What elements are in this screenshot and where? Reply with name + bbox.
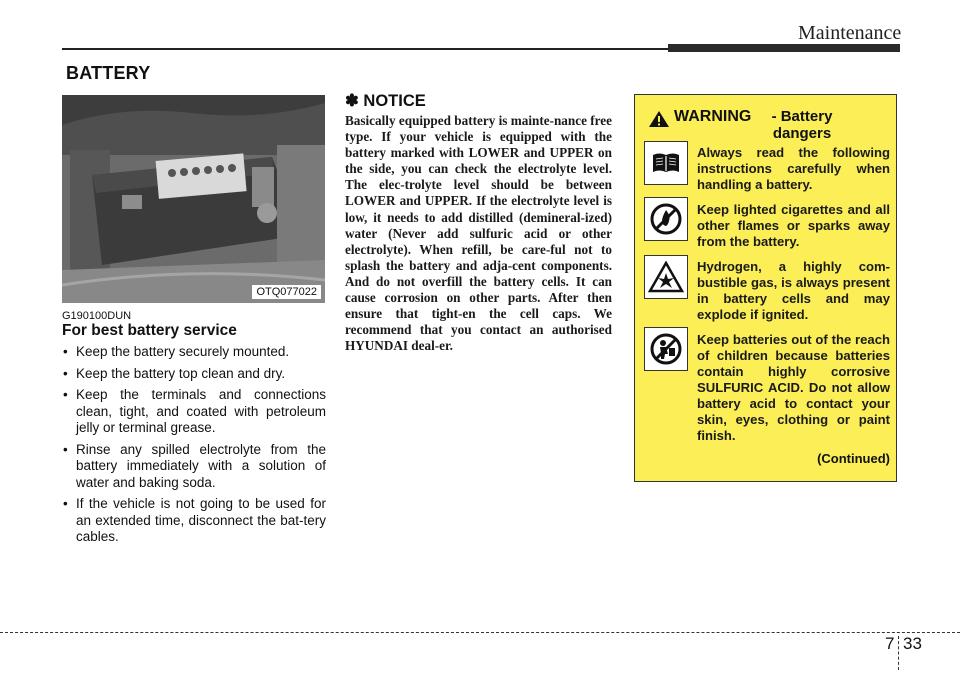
list-item: • Keep the battery top clean and dry.	[62, 366, 326, 383]
list-item: • Rinse any spilled electrolyte from the battery immediately with a solution of water and baking soda.	[62, 442, 326, 492]
section-header: Maintenance	[798, 22, 902, 44]
battery-photo	[62, 95, 325, 303]
photo-code: OTQ077022	[252, 285, 321, 299]
section-subtitle: For best battery service	[62, 322, 237, 339]
page-number-divider	[898, 636, 899, 670]
list-item: • Keep the terminals and connections clean, tight, and coated with petroleum jelly or terminal grease.	[62, 387, 326, 437]
battery-illustration	[62, 95, 325, 303]
keep-away-children-icon	[644, 327, 688, 371]
notice-label: NOTICE	[363, 92, 426, 110]
reference-code: G190100DUN	[62, 310, 132, 322]
warning-subtitle: - Battery dangers	[771, 108, 833, 142]
warning-item-text: Hydrogen, a highly com-bustible gas, is always present in battery cells and may explode if ignited.	[697, 259, 890, 322]
list-item: • If the vehicle is not going to be used for an extended time, disconnect the bat-tery cables.	[62, 496, 326, 546]
warning-triangle-icon	[648, 110, 670, 128]
notice-title	[345, 91, 426, 111]
warning-item-text: Keep batteries out of the reach of children because batteries contain highly corrosive SULFURIC ACID. Do not allow battery acid to contact your skin, eyes, clothing or paint finish.	[697, 332, 890, 443]
book-icon	[644, 141, 688, 185]
footer-rule	[0, 632, 960, 633]
header-rule-accent	[668, 44, 900, 52]
explosion-icon	[644, 255, 688, 299]
chapter-number: 7	[885, 634, 895, 653]
continued-label: (Continued)	[817, 451, 890, 466]
list-item: • Keep the battery securely mounted.	[62, 344, 326, 361]
warning-item-text: Always read the following instructions carefully when handling a battery.	[697, 145, 890, 192]
warning-label: WARNING	[674, 108, 752, 125]
warning-item-text: Keep lighted cigarettes and all other flames or sparks away from the battery.	[697, 202, 890, 249]
page-title: BATTERY	[66, 63, 151, 83]
no-flame-icon	[644, 197, 688, 241]
notice-body: Basically equipped battery is mainte-nance free type. If your vehicle is equipped with the battery marked with LOWER and UPPER on the side, you can check the electrolyte level. The elec-trolyte level should be between LOWER and UPPER. If the electrolyte level is low, it needs to add distilled (demineral-ized) water (Never add sulfuric acid or other electrolyte). When refill, be care-ful not to splash the battery and adja-cent components. And do not overfill the battery cells. It can cause corrosion on other parts. After then ensure that tight-en the cell caps. We recommend that you contact an authorised HYUNDAI deal-er.	[345, 113, 612, 354]
page-number: 33	[903, 634, 922, 653]
notice-symbol-icon: ✽	[345, 92, 359, 110]
service-bullet-list	[62, 344, 326, 551]
